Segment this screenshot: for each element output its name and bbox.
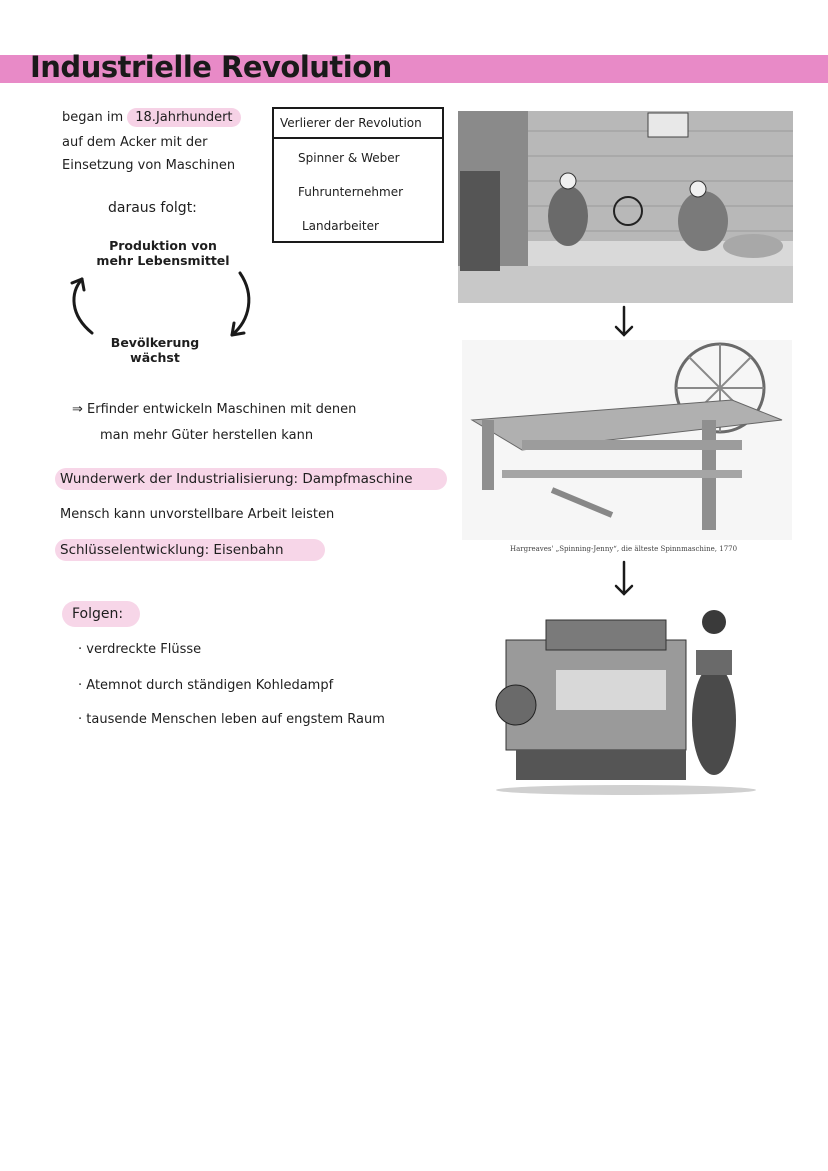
inventors-line-2: man mehr Güter herstellen kann [100, 428, 314, 443]
bullet-icon: · [78, 642, 83, 657]
loser-item-1: Spinner & Weber [298, 151, 400, 165]
consequence-item-2 [78, 678, 333, 693]
human-work-text: Mensch kann unvorstellbare Arbeit leisten [60, 507, 335, 522]
consequence-text-1: verdreckte Flüsse [86, 642, 202, 657]
cycle-bottom-line-1: Bevölkerung [110, 335, 200, 350]
spinning-room-illustration [458, 111, 793, 303]
arrow-down-icon [612, 560, 636, 598]
cycle-heading: daraus folgt: [108, 200, 197, 216]
inventors-line-1 [72, 402, 356, 417]
power-loom-image [486, 600, 766, 795]
intro-line-2: auf dem Acker mit der [62, 135, 208, 150]
intro-line-1 [62, 110, 241, 125]
losers-heading: Verlierer der Revolution [280, 116, 422, 130]
arrow-down-icon [612, 305, 636, 339]
intro-highlight: 18.Jahrhundert [127, 108, 240, 127]
inventors-text-1: Erfinder entwickeln Maschinen mit denen [87, 402, 357, 417]
loser-item-3: Landarbeiter [302, 219, 379, 233]
cycle-bottom-line-2: wächst [130, 350, 180, 365]
consequence-text-3: tausende Menschen leben auf engstem Raum [86, 712, 385, 727]
bullet-icon: · [78, 712, 83, 727]
wonder-text: Wunderwerk der Industrialisierung: Dampfmaschine [60, 471, 413, 487]
consequence-item-1 [78, 642, 201, 657]
spinning-jenny-caption: Hargreaves' „Spinning-Jenny“, die älteste Spinnmaschine, 1770 [510, 545, 738, 553]
cycle-top-line-2: mehr Lebensmittel [96, 253, 230, 268]
intro-line-3: Einsetzung von Maschinen [62, 158, 236, 173]
power-loom-illustration [486, 600, 766, 795]
intro-prefix: began im [62, 110, 124, 125]
loser-item-2: Fuhrunternehmer [298, 185, 404, 199]
consequence-text-2: Atemnot durch ständigen Kohledampf [86, 678, 334, 693]
consequence-item-3 [78, 712, 385, 727]
cycle-arrows [60, 265, 260, 345]
page-title: Industrielle Revolution [30, 50, 392, 84]
cycle-top [93, 238, 233, 268]
key-dev-text: Schlüsselentwicklung: Eisenbahn [60, 542, 284, 558]
cycle-top-line-1: Produktion von [109, 238, 217, 253]
bullet-icon: · [78, 678, 83, 693]
consequences-heading: Folgen: [72, 606, 124, 622]
spinning-room-image [458, 111, 793, 303]
losers-box-header [274, 109, 442, 139]
spinning-jenny-illustration [462, 340, 792, 540]
implies-arrow-icon: ⇒ [72, 402, 83, 417]
losers-box [272, 107, 444, 243]
spinning-jenny-image [462, 340, 792, 540]
